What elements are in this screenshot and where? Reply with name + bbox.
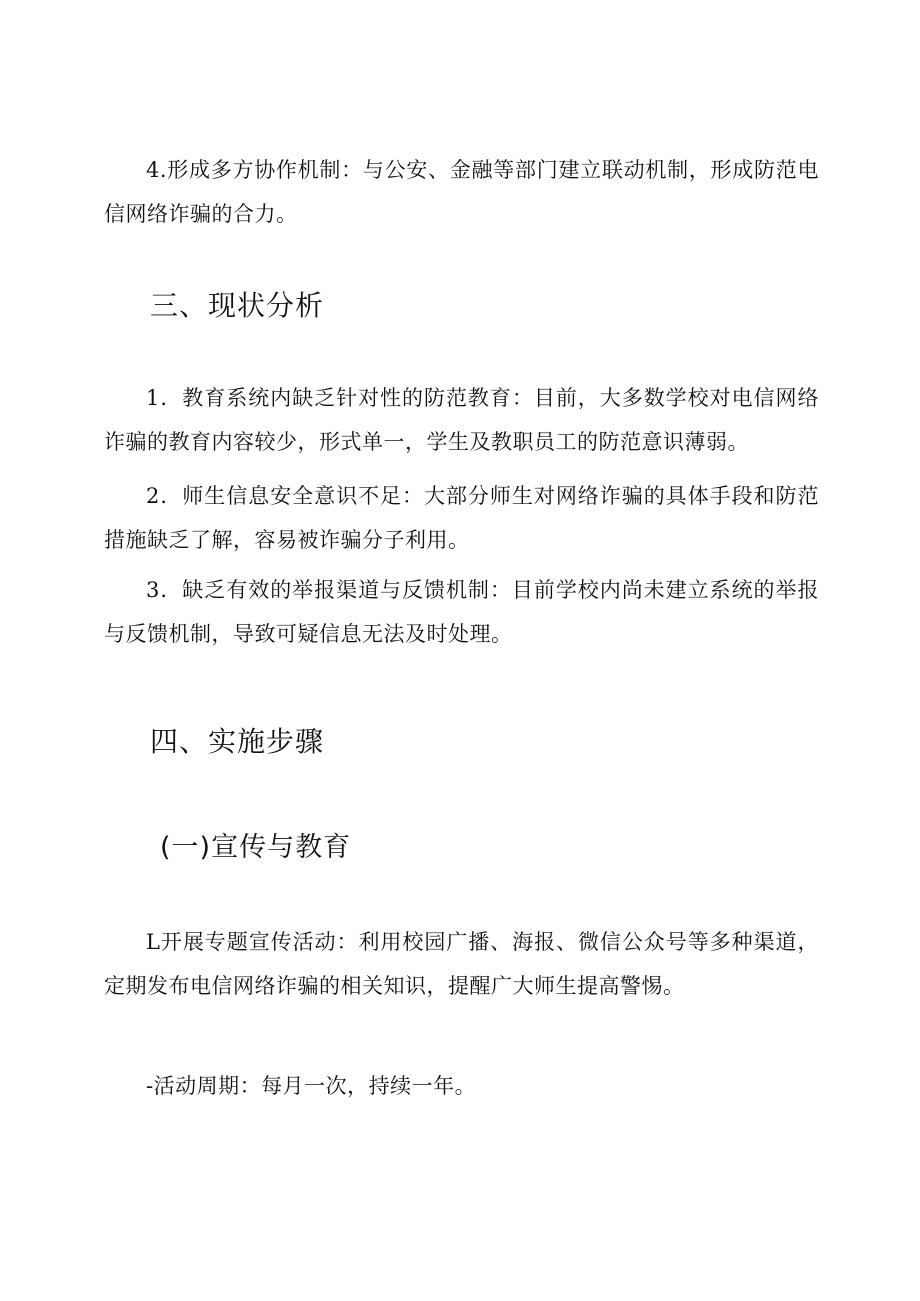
paragraph-section-3-item-2: 2．师生信息安全意识不足：大部分师生对网络诈骗的具体手段和防范措施缺乏了解，容易被诈骗分子利用。 [104, 484, 819, 552]
paragraph-section-3-item-3: 3．缺乏有效的举报渠道与反馈机制：目前学校内尚未建立系统的举报与反馈机制，导致可疑信息无法及时处理。 [104, 578, 819, 646]
section-4-heading: 四、实施步骤 [150, 725, 325, 758]
subsection-1-heading: (一)宣传与教育 [160, 832, 352, 863]
paragraph-section-3-item-1: 1．教育系统内缺乏针对性的防范教育：目前，大多数学校对电信网络诈骗的教育内容较少，形式单一，学生及教职员工的防范意识薄弱。 [104, 386, 819, 454]
paragraph-activity-period: -活动周期：每月一次，持续一年。 [146, 1074, 477, 1098]
section-3-heading: 三、现状分析 [150, 289, 325, 322]
paragraph-subsection-1-item-1: L开展专题宣传活动：利用校园广播、海报、微信公众号等多种渠道，定期发布电信网络诈骗的相关知识，提醒广大师生提高警惕。 [104, 930, 819, 998]
paragraph-item-4: 4.形成多方协作机制：与公安、金融等部门建立联动机制，形成防范电信网络诈骗的合力。 [104, 158, 819, 226]
